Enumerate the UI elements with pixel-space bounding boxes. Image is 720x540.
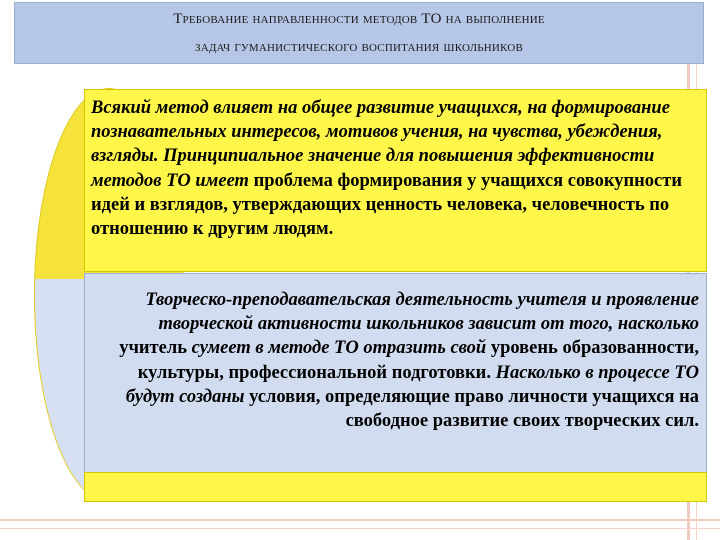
slide-title-box [14, 2, 704, 64]
text-block-2-part-1: Творческо-преподавательская деятельность учителя и проявление творческой активности школьников зависит от того, насколько [145, 290, 699, 335]
text-block-1-italic-part: Всякий метод влияет на общее развитие учащихся, на формирование познавательных интересов, мотивов учения, на чувства, убеждения, взгляды. Принципиальное значение для повышения эффективности методов ТО имеет [91, 98, 670, 191]
text-block-2-part-6: условия, определяющие право личности учащихся на свободное развитие своих творческих сил. [249, 386, 699, 432]
frame-line-horizontal [0, 519, 720, 521]
text-block-2-paragraph [91, 288, 699, 433]
text-block-1-paragraph [91, 96, 703, 241]
text-block-2-part-5: Насколько в процессе ТО будут созданы [125, 362, 699, 407]
slide-title-line-1: Требование направленности методов ТО на выполнение [173, 11, 545, 27]
text-block-2-part-4: уровень образованности, культуры, профессиональной подготовки. [137, 338, 699, 383]
text-block-2 [84, 273, 707, 473]
text-block-2-part-2: учитель [119, 338, 192, 359]
frame-line-horizontal-thin [0, 528, 720, 529]
text-block-1 [84, 89, 707, 272]
text-block-1-regular-part: проблема формирования у учащихся совокупности идей и взглядов, утверждающих ценность человека, человечность по отношению к другим людям. [91, 170, 683, 240]
bottom-accent-bar [84, 472, 707, 502]
slide-title-line-2: задач гуманистического воспитания школьников [195, 39, 523, 55]
text-block-2-part-3: сумеет в методе ТО отразить свой [191, 338, 491, 359]
